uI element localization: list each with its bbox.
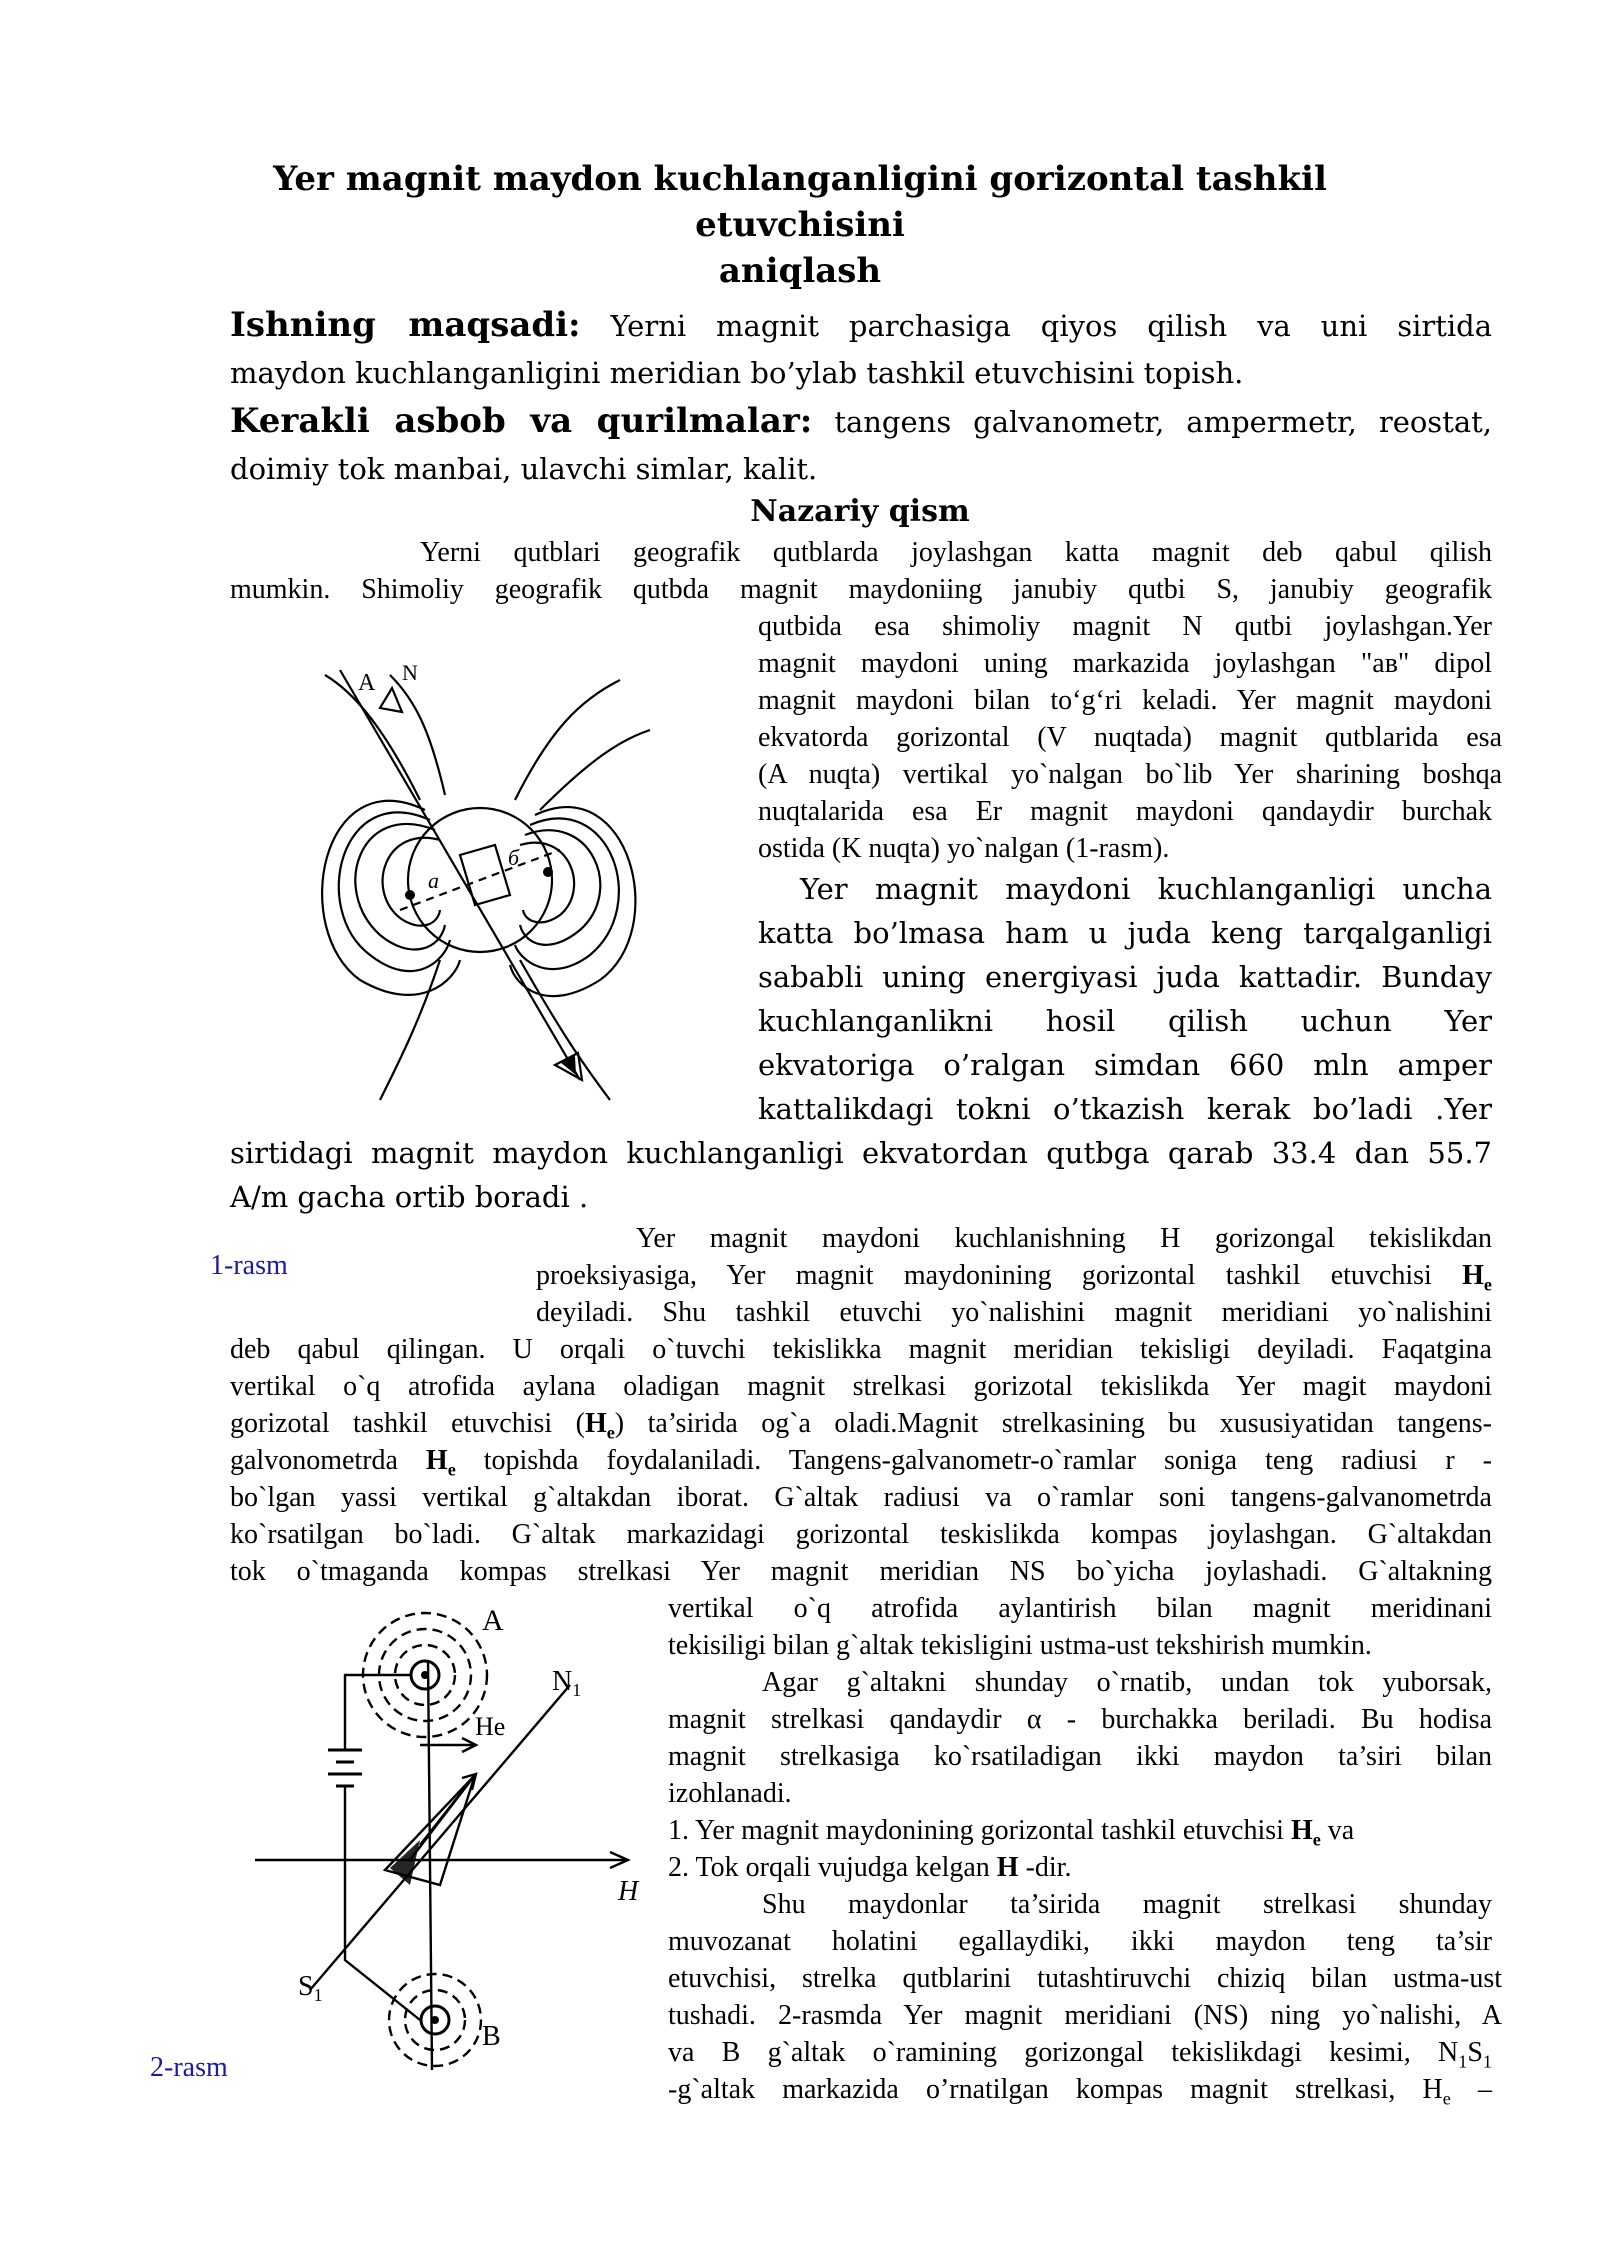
para1-line-1: Yerni qutblari geografik qutblarda joylashgan katta magnit deb qabul qilish xyxy=(420,537,1492,568)
fig1-label-N: N xyxy=(402,660,418,685)
page-title xyxy=(200,156,1400,294)
He-symbol: $H_e$ xyxy=(1462,1260,1492,1295)
fig2-label-N1: $N_1$ xyxy=(552,1666,582,1700)
para2-line-3: sababli uning energiyasi juda kattadir. Bunday xyxy=(758,960,1492,994)
list-item-2: 2. Tok orqali vujudga kelgan H -dir. xyxy=(668,1852,1072,1883)
para3-line-10: tok o`tmaganda kompas strelkasi Yer magnit meridian NS bo`yicha joylashadi. G`altakning xyxy=(230,1556,1492,1587)
para3-line-4: deb qabul qilingan. U orqali o`tuvchi tekislikka magnit meridian tekisligi deyiladi. Faqatgina xyxy=(230,1334,1492,1365)
figure-2-galvanometer-diagram xyxy=(250,1600,650,2080)
para3-line-8: bo`lgan yassi vertikal g`altakdan iborat. G`altak radiusi va o`ramlar soni tangens-galvanometrda xyxy=(230,1482,1492,1513)
para6-line-6: -g`altak markazida o’rnatilgan kompas magnit strelkasi, $H_e$ – xyxy=(668,2074,1493,2109)
para5-line-4: izohlanadi. xyxy=(668,1778,792,1809)
para3-line-7: galvonometrda $H_e$ topishda foydalaniladi. Tangens-galvanometr-o`ramlar soniga teng radiusi r - xyxy=(230,1445,1492,1480)
para4-line-2: tekisiligi bilan g`altak tekisligini ustma-ust tekshirish mumkin. xyxy=(668,1630,1372,1661)
alpha-symbol: α xyxy=(1026,1704,1042,1735)
para3-line-9: ko`rsatilgan bo`ladi. G`altak markazidagi gorizontal teskislikda kompas joylashgan. G`altakdan xyxy=(230,1519,1492,1550)
para1-line-9: ostida (K nuqta) yo`nalgan (1-rasm). xyxy=(758,833,1170,864)
para2-line-4: kuchlanganlikni hosil qilish uchun Yer xyxy=(758,1004,1492,1038)
figure-1-caption: 1-rasm xyxy=(210,1250,288,1281)
para3-line-1: Yer magnit maydoni kuchlanishning H gorizongal tekislikdan xyxy=(636,1223,1492,1254)
fig2-label-A: A xyxy=(482,1604,504,1637)
para1-line-7: (A nuqta) vertikal yo`nalgan bo`lib Yer sharining boshqa xyxy=(758,759,1502,790)
para5-line-1: Agar g`altakni shunday o`rnatib, undan tok yuborsak, xyxy=(762,1667,1492,1698)
figure-2-caption: 2-rasm xyxy=(150,2052,228,2083)
title-line-2: aniqlash xyxy=(718,251,882,291)
para2-line-1: Yer magnit maydoni kuchlanganligi uncha xyxy=(800,872,1492,906)
list-item-1: 1. Yer magnit maydonining gorizontal tashkil etuvchisi $H_e$ va xyxy=(668,1815,1355,1850)
aim-line-2: maydon kuchlanganligini meridian bo’ylab tashkil etuvchisini topish. xyxy=(230,356,1244,390)
para3-line-2: proeksiyasiga, Yer magnit maydonining gorizontal tashkil etuvchisi $H_e$ xyxy=(536,1260,1492,1295)
fig2-label-He: He xyxy=(475,1712,506,1741)
fig2-label-S1: $S_1$ xyxy=(298,1971,323,2005)
para3-line-3: deyiladi. Shu tashkil etuvchi yo`nalishini magnit meridiani yo`nalishini xyxy=(536,1297,1492,1328)
figure-1-dipole-diagram xyxy=(320,660,660,1120)
para3-line-5: vertikal o`q atrofida aylana oladigan magnit strelkasi gorizotal tekislikda Yer magit maydoni xyxy=(230,1371,1492,1402)
para5-line-3: magnit strelkasiga ko`rsatiladigan ikki maydon ta’siri bilan xyxy=(668,1741,1492,1772)
aim-line-1 xyxy=(230,298,1492,353)
para6-line-4: tushadi. 2-rasmda Yer magnit meridiani (NS) ning yo`nalishi, A xyxy=(668,2000,1502,2031)
tools-text-1: tangens galvanometr, ampermetr, reostat, xyxy=(834,405,1493,439)
para2-line-7: sirtidagi magnit maydon kuchlanganligi ekvatordan qutbga qarab 33.4 dan 55.7 xyxy=(230,1136,1492,1170)
para1-line-8: nuqtalarida esa Er magnit maydoni qandaydir burchak xyxy=(758,796,1492,827)
para4-line-1: vertikal o`q atrofida aylantirish bilan magnit meridinani xyxy=(668,1593,1492,1624)
aim-text-1: Yerni magnit parchasiga qiyos qilish va uni sirtida xyxy=(610,309,1493,343)
para6-line-1: Shu maydonlar ta’sirida magnit strelkasi shunday xyxy=(762,1889,1492,1920)
title-line-1: Yer magnit maydon kuchlanganligini gorizontal tashkil etuvchisini xyxy=(273,159,1327,245)
tools-line-1 xyxy=(230,394,1492,449)
para5-line-2: magnit strelkasi qandaydir α - burchakka beriladi. Bu hodisa xyxy=(668,1704,1492,1735)
para2-line-8: A/m gacha ortib boradi . xyxy=(230,1180,589,1214)
fig1-label-a: a xyxy=(428,868,439,893)
para6-line-5: va B g`altak o`ramining gorizongal tekislikdagi kesimi, $N_1S_1$ xyxy=(668,2037,1492,2072)
aim-heading: Ishning maqsadi: xyxy=(230,305,581,345)
para3-line-6: gorizotal tashkil etuvchisi $(H_e)$ ta’sirida og`a oladi.Magnit strelkasining bu xususiyatidan tangens- xyxy=(230,1408,1492,1443)
fig2-label-B: B xyxy=(482,2021,501,2052)
para1-line-2: mumkin. Shimoliy geografik qutbda magnit maydoniing janubiy qutbi S, janubiy geografik xyxy=(230,574,1492,605)
para2-line-5: ekvatoriga o’ralgan simdan 660 mln amper xyxy=(758,1048,1492,1082)
fig2-label-H: H xyxy=(618,1876,639,1907)
section-heading: Nazariy qism xyxy=(750,494,970,529)
para6-line-2: muvozanat holatini egallaydiki, ikki maydon teng ta’sir xyxy=(668,1926,1492,1957)
tools-line-2: doimiy tok manbai, ulavchi simlar, kalit. xyxy=(230,452,818,486)
fig1-label-b: б xyxy=(508,845,520,870)
para2-line-2: katta bo’lmasa ham u juda keng tarqalganligi xyxy=(758,916,1492,950)
para1-line-4: magnit maydoni uning markazida joylashgan "ав" dipol xyxy=(758,648,1492,679)
fig1-label-A: A xyxy=(358,670,376,696)
para6-line-3: etuvchisi, strelka qutblarini tutashtiruvchi chiziq bilan ustma-ust xyxy=(668,1963,1502,1994)
para2-line-6: kattalikdagi tokni o’tkazish kerak bo’ladi .Yer xyxy=(758,1092,1492,1126)
para1-line-5: magnit maydoni bilan to‘g‘ri keladi. Yer magnit maydoni xyxy=(758,685,1492,716)
tools-heading: Kerakli asbob va qurilmalar: xyxy=(230,401,813,441)
para1-line-6: ekvatorda gorizontal (V nuqtada) magnit qutblarida esa xyxy=(758,722,1502,753)
para1-line-3: qutbida esa shimoliy magnit N qutbi joylashgan.Yer xyxy=(758,611,1492,642)
